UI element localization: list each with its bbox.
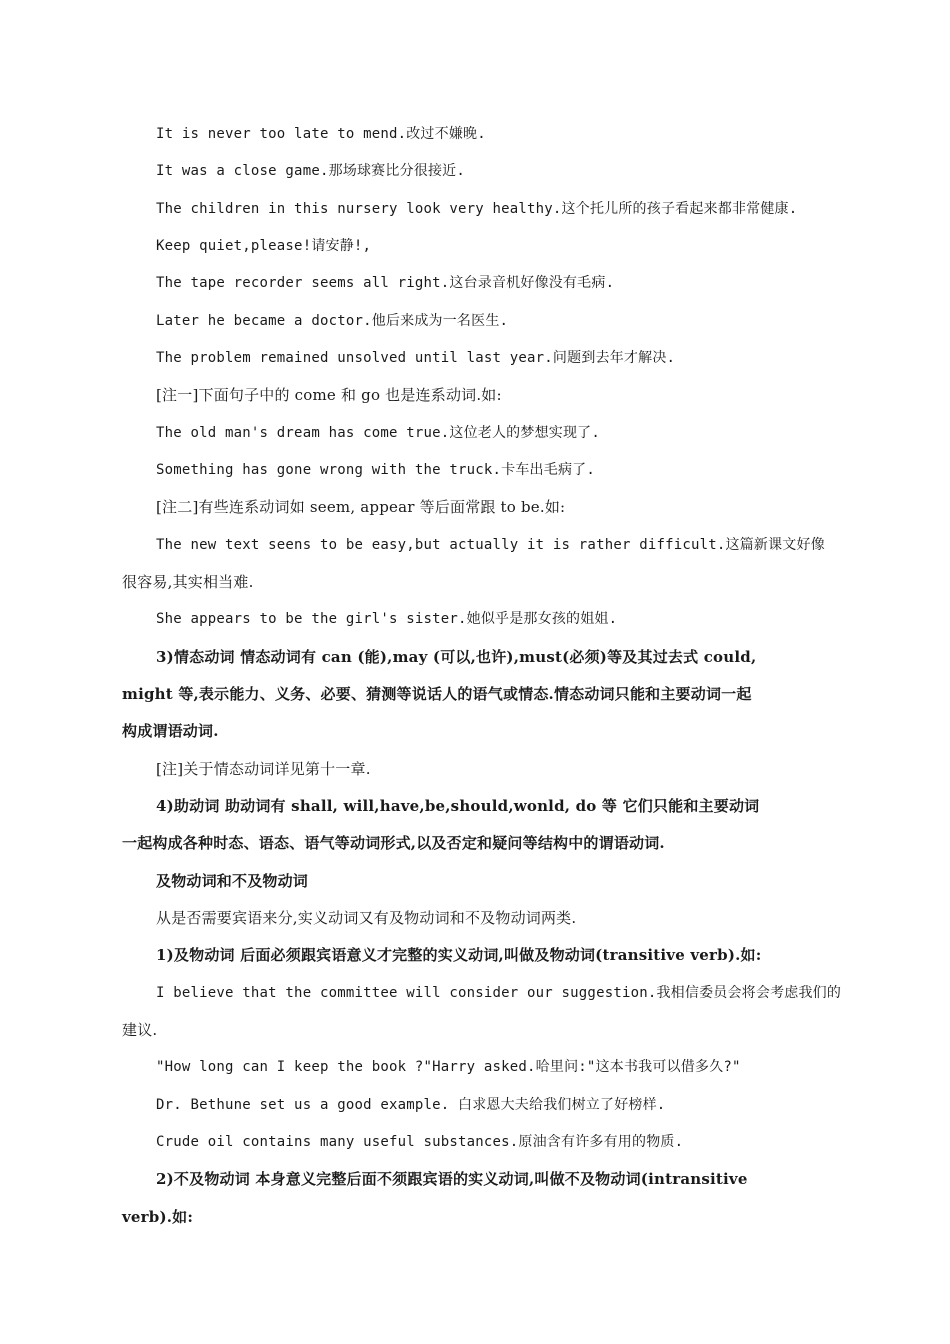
- example-sentence: Later he became a doctor.他后来成为一名医生.: [156, 313, 509, 329]
- note-paragraph: [注一]下面句子中的 come 和 go 也是连系动词.如:: [156, 386, 502, 404]
- example-sentence: It was a close game.那场球赛比分很接近.: [156, 163, 466, 179]
- note-paragraph: [注]关于情态动词详见第十一章.: [156, 760, 371, 778]
- example-sentence: The old man's dream has come true.这位老人的梦想实现了.: [156, 425, 601, 441]
- example-sentence: She appears to be the girl's sister.她似乎是那女孩的姐姐.: [156, 611, 618, 627]
- example-sentence: Crude oil contains many useful substances.原油含有许多有用的物质.: [156, 1134, 684, 1150]
- section-heading-intransitive-verbs: 2)不及物动词 本身意义完整后面不须跟宾语的实义动词,叫做不及物动词(intransitive: [156, 1170, 748, 1188]
- example-sentence: "How long can I keep the book ?"Harry asked.哈里问:"这本书我可以借多久?": [156, 1059, 741, 1075]
- example-sentence: Dr. Bethune set us a good example. 白求恩大夫给我们树立了好榜样.: [156, 1097, 666, 1113]
- example-sentence-continued: 很容易,其实相当难.: [122, 573, 254, 591]
- example-sentence: Keep quiet,please!请安静!,: [156, 238, 372, 254]
- section-body: 构成谓语动词.: [122, 722, 219, 740]
- section-heading-transitive-intransitive: 及物动词和不及物动词: [156, 872, 309, 890]
- section-body: might 等,表示能力、义务、必要、猜测等说话人的语气或情态.情态动词只能和主要动词一起: [122, 685, 752, 703]
- section-heading-auxiliary-verbs: 4)助动词 助动词有 shall, will,have,be,should,wonld, do 等 它们只能和主要动词: [156, 797, 760, 815]
- example-sentence-continued: 建议.: [122, 1021, 158, 1039]
- section-body: verb).如:: [122, 1208, 194, 1226]
- example-sentence: The problem remained unsolved until last year.问题到去年才解决.: [156, 350, 676, 366]
- example-sentence: I believe that the committee will consider our suggestion.我相信委员会将会考虑我们的: [156, 985, 842, 1001]
- section-heading-transitive-verbs: 1)及物动词 后面必须跟宾语意义才完整的实义动词,叫做及物动词(transitive verb).如:: [156, 946, 762, 964]
- body-paragraph: 从是否需要宾语来分,实义动词又有及物动词和不及物动词两类.: [156, 909, 577, 927]
- section-heading-modal-verbs: 3)情态动词 情态动词有 can (能),may (可以,也许),must(必须)等及其过去式 could,: [156, 648, 757, 666]
- section-body: 一起构成各种时态、语态、语气等动词形式,以及否定和疑问等结构中的谓语动词.: [122, 834, 665, 852]
- example-sentence: The children in this nursery look very healthy.这个托儿所的孩子看起来都非常健康.: [156, 201, 798, 217]
- example-sentence: It is never too late to mend.改过不嫌晚.: [156, 126, 486, 142]
- note-paragraph: [注二]有些连系动词如 seem, appear 等后面常跟 to be.如:: [156, 498, 566, 516]
- example-sentence: The new text seens to be easy,but actually it is rather difficult.这篇新课文好像: [156, 537, 825, 553]
- example-sentence: The tape recorder seems all right.这台录音机好像没有毛病.: [156, 275, 615, 291]
- example-sentence: Something has gone wrong with the truck.卡车出毛病了.: [156, 462, 595, 478]
